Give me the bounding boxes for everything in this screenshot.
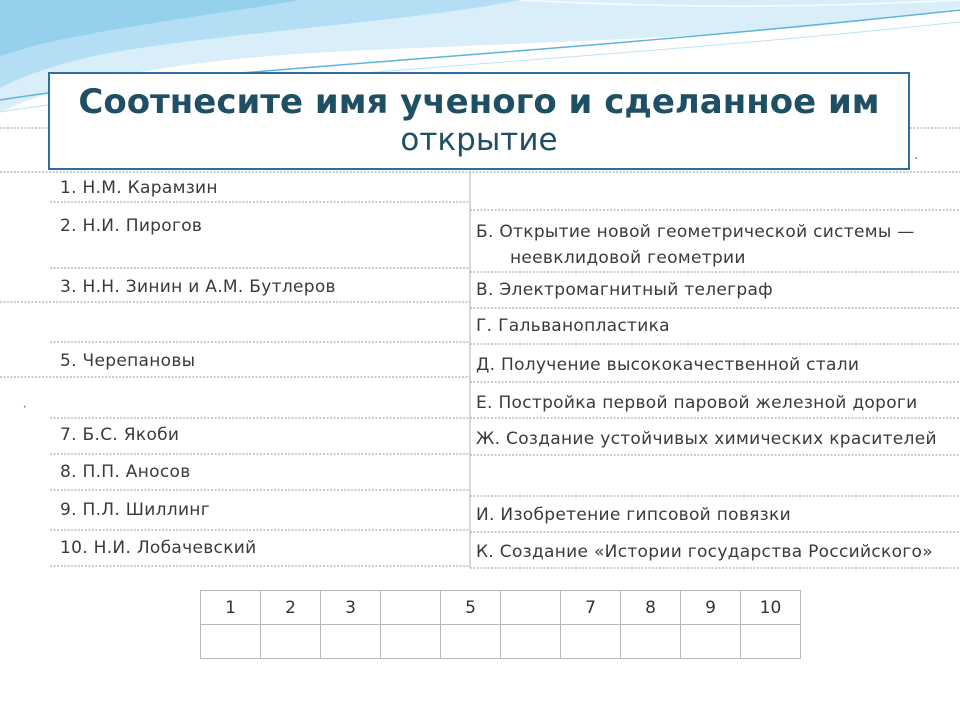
answer-cell[interactable] bbox=[381, 625, 441, 659]
discovery-item-continuation: неевклидовой геометрии bbox=[510, 248, 746, 268]
answer-cell[interactable] bbox=[741, 625, 801, 659]
answer-grid-header-cell: 2 bbox=[261, 591, 321, 625]
scientist-item: 2. Н.И. Пирогов bbox=[60, 216, 203, 236]
answer-grid-header-cell: 10 bbox=[741, 591, 801, 625]
scan-mark: · bbox=[22, 398, 28, 415]
scientist-item: 10. Н.И. Лобачевский bbox=[60, 538, 257, 558]
scientist-item: 5. Черепановы bbox=[60, 351, 196, 371]
answer-grid-answer-row bbox=[201, 625, 801, 659]
answer-cell[interactable] bbox=[261, 625, 321, 659]
answer-cell[interactable] bbox=[501, 625, 561, 659]
answer-grid-header-cell: 8 bbox=[621, 591, 681, 625]
page-title: Соотнесите имя ученого и сделанное им bbox=[78, 82, 880, 122]
discovery-item: К. Создание «Истории государства Российского» bbox=[476, 542, 933, 562]
answer-grid-header-cell: 1 bbox=[201, 591, 261, 625]
answer-grid-header-cell bbox=[381, 591, 441, 625]
discovery-item: Б. Открытие новой геометрической системы — bbox=[476, 222, 915, 242]
title-box bbox=[48, 72, 910, 170]
page-title-continuation: открытие bbox=[400, 122, 558, 158]
scientist-item: 7. Б.С. Якоби bbox=[60, 425, 180, 445]
scientist-item: 9. П.Л. Шиллинг bbox=[60, 500, 210, 520]
answer-grid-header-cell: 5 bbox=[441, 591, 501, 625]
answer-cell[interactable] bbox=[201, 625, 261, 659]
discovery-item: В. Электромагнитный телеграф bbox=[476, 280, 774, 300]
answer-grid-header-cell: 9 bbox=[681, 591, 741, 625]
answer-cell[interactable] bbox=[681, 625, 741, 659]
answer-grid bbox=[200, 590, 801, 659]
answer-grid-header-cell: 7 bbox=[561, 591, 621, 625]
answer-grid-header-row bbox=[201, 591, 801, 625]
answer-grid-header-cell: 3 bbox=[321, 591, 381, 625]
discovery-item: Ж. Создание устойчивых химических красителей bbox=[476, 429, 937, 449]
scientist-item: 8. П.П. Аносов bbox=[60, 462, 191, 482]
answer-cell[interactable] bbox=[321, 625, 381, 659]
answer-cell[interactable] bbox=[441, 625, 501, 659]
scientist-item: 3. Н.Н. Зинин и А.М. Бутлеров bbox=[60, 277, 336, 297]
answer-cell[interactable] bbox=[561, 625, 621, 659]
discovery-item: Г. Гальванопластика bbox=[476, 316, 670, 336]
answer-grid-header-cell bbox=[501, 591, 561, 625]
answer-cell[interactable] bbox=[621, 625, 681, 659]
scientist-item: 1. Н.М. Карамзин bbox=[60, 178, 218, 198]
discovery-item: И. Изобретение гипсовой повязки bbox=[476, 505, 791, 525]
discovery-item: Е. Постройка первой паровой железной дороги bbox=[476, 393, 918, 413]
discovery-item: Д. Получение высококачественной стали bbox=[476, 355, 860, 375]
scan-mark: . bbox=[914, 146, 919, 163]
